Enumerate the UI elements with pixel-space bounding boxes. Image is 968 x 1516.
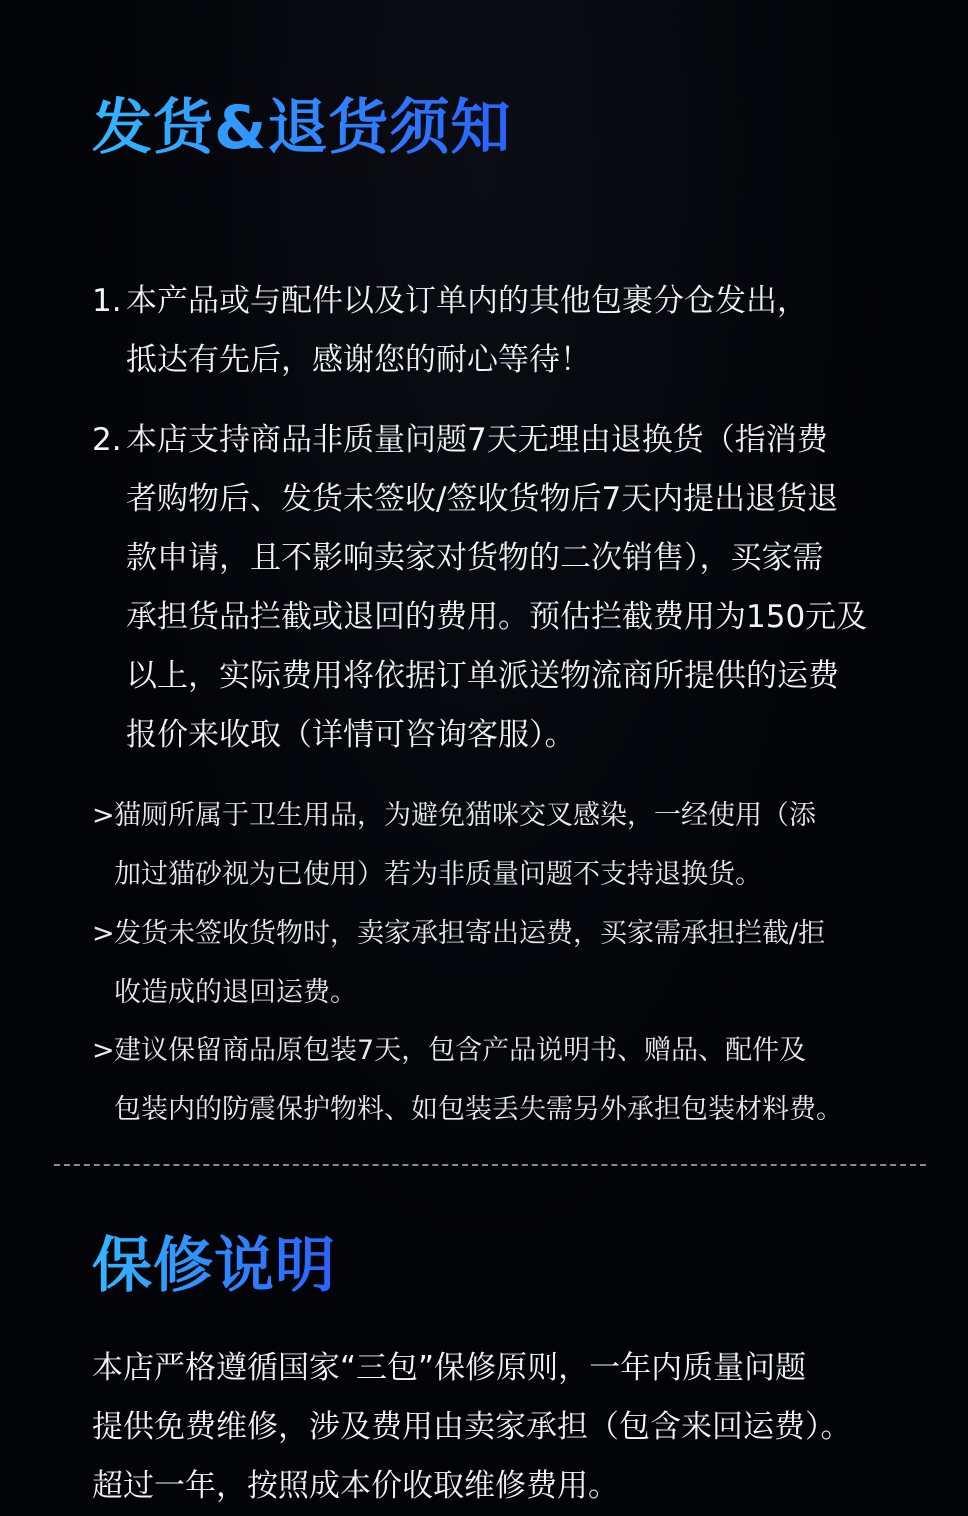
chevron-right-icon: > (92, 800, 115, 831)
note-text: 猫厕所属于卫生用品，为避免猫咪交叉感染，一经使用（添 加过猫砂视为已使用）若为非质量问题不支持退换货。 (114, 800, 816, 890)
section-divider (54, 1164, 926, 1166)
chevron-right-icon: > (92, 1035, 115, 1066)
chevron-right-icon: > (92, 918, 115, 949)
note-unsigned-shipping (92, 904, 922, 1022)
note-litter-box-hygiene (92, 786, 922, 904)
shipping-item-2 (92, 411, 932, 765)
shipping-returns-title: 发货&退货须知 (92, 93, 512, 163)
note-text: 建议保留商品原包装7天，包含产品说明书、赠品、配件及 包装内的防震保护物料、如包装丢失需另外承担包装材料费。 (114, 1035, 843, 1125)
note-text: 发货未签收货物时，卖家承担寄出运费，买家需承担拦截/拒 收造成的退回运费。 (114, 918, 826, 1008)
item-number: 1. (92, 283, 122, 319)
item-number: 2. (92, 422, 122, 458)
item-text: 本产品或与配件以及订单内的其他包裹分仓发出， 抵达有先后，感谢您的耐心等待！ (126, 283, 808, 378)
shipping-item-1 (92, 272, 932, 390)
item-text: 本店支持商品非质量问题7天无理由退换货（指消费 者购物后、发货未签收/签收货物后7天内提出退货退 款申请，且不影响卖家对货物的二次销售），买家需 承担货品拦截或退回的费用。预估拦截费用为150元及 以上，实际费用将依据订单派送物流商所提供的运费 报价来收取（详情可咨询客服）。 (126, 422, 868, 753)
warranty-text: 本店严格遵循国家“三包”保修原则，一年内质量问题 提供免费维修，涉及费用由卖家承担（包含来回运费）。 超过一年，按照成本价收取维修费用。 (92, 1350, 852, 1504)
note-keep-packaging (92, 1021, 922, 1139)
warranty-title: 保修说明 (92, 1231, 336, 1301)
